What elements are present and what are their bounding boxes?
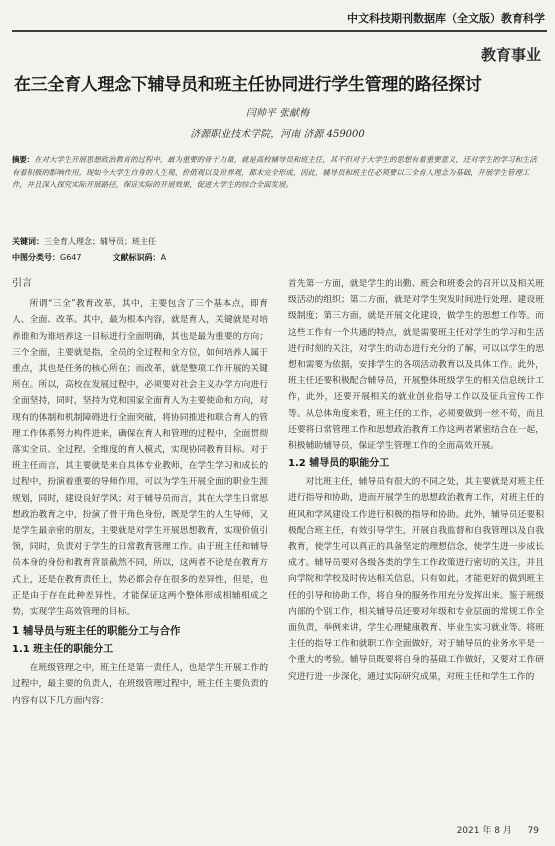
clc-value: G647 <box>60 253 82 262</box>
keywords-line <box>12 236 156 247</box>
intro-paragraph: 所谓“三全”教育改革，其中，主要包含了三个基本点，即育人、全面、改革。其中，最为根本内容，就是育人，关键就是对培养谁和为谁培养这一目标进行全面明确，其也是最为重要的方向；三个全面，主要就是指，全员的全过程和全方位，如何培养人属于重点，其也是任务的核心所在；而改革，就是整项工作开展的关键所在。所以，高校在发展过程中，必须要对社会主义办学方向进行全面坚持，同时，坚持为党和国家全面育人为主要使命和方向，对现有的体制和机制障碍进行全面突破，将协同推进和联合育人的管理工作体系努力构件进来，确保在育人和管理的过程中，全面贯彻落实全员、全过程、全维度的育人模式，实现协同教育目标。对于班主任而言，其主要就是来自具体专业教师，在学生学习和成长的过程中，扮演着重要的导师作用，可以为学生开展全面的职业生涯规划，同时，建设良好学风；对于辅导员而言，其在大学生日常思想政治教育之中，扮演了骨干角色身份，既是学生的人生导师，又是学生最亲密的朋友，主要就是对学生开展思想教育，实现价值引领，同时，负责对于学生的日常教育管理工作。由于班主任和辅导员本身的身份和教育背景截然不同，所以，这两者不论是在教育方式上，还是在教育责任上，势必都会存在很多的差异性，但是，也正是由于存在此种差异性，才能保证这两个整体形成相辅相成之势，实现学生高效管理的目标。 <box>12 299 268 618</box>
abstract-text: 在对大学生开展思想政治教育的过程中，最为重要的骨干力量，就是高校辅导员和班主任，其不但对于大学生的思想有着重要意义，还对学生的学习和生活有着积极的影响作用。现如今大学生自身的人生观、价值观以及世界观，都未完全形成，因此，辅导员和班主任必须要以三全育人理念为基础，开展学生管理工作，并且深入探究实际开展路径，保证实际的开展效果，促进大学生的综合全面发展。 <box>12 155 537 190</box>
keywords-text: 三全育人理念；辅导员；班主任 <box>44 237 156 246</box>
right-column <box>288 276 544 685</box>
section-tag: 教育事业 <box>480 46 541 64</box>
subsection-1-2-heading: 1.2 辅导员的职能分工 <box>288 458 390 470</box>
clc-label: 中图分类号： <box>12 253 60 262</box>
subsection-1-1-heading: 1.1 班主任的职能分工 <box>12 644 114 656</box>
doc-code-value: A <box>160 253 167 262</box>
subsection-1-1-paragraph: 在班级管理之中，班主任是第一责任人，也是学生开展工作的过程中，最主要的负责人，在班级管理过程中，班主任主要负责的内容有以下几方面内容： <box>12 663 268 706</box>
page-footer <box>457 823 539 836</box>
abstract-label: 摘要： <box>12 155 35 164</box>
left-column <box>12 276 268 709</box>
page-number: 79 <box>527 826 539 836</box>
article-title: 在三全育人理念下辅导员和班主任协同进行学生管理的路径探讨 <box>14 75 482 95</box>
right-paragraph-2: 对比班主任，辅导员有很大的不同之处，其主要就是对班主任进行指导和协助，进而开展学生的思想政治教育工作，对班主任的班风和学风建设工作进行积极的指导和协助。此外，辅导员还要积极配合班主任，有效引导学生，开展自我监督和自我管理以及自我教育，使学生可以真正的具备坚定的理想信念，使学生进一步成长成才。辅导员要对各级各类的学生工作政策进行密切的关注，并且向学院和学校及时传达相关信息，只有如此，才能更好的做到班主任的引导和协助工作，将自身的服务作用充分发挥出来。鉴于班级内部的个别工作，相关辅导员还要对年级和专业层面的常规工作全面负责，举例来讲，学生心理健康教育、毕业生实习就业等。将班主任的指导工作和就职工作全面做好，对于辅导员的业务水平是一个重大的考验。辅导员既要将自身的基础工作做好，又要对工作研究进行进一步深化，通过实际研究成果，对班主任和学生工作的 <box>288 477 544 682</box>
header-divider <box>12 30 547 32</box>
intro-heading: 引言 <box>12 278 32 289</box>
keywords-label: 关键词： <box>12 237 44 246</box>
abstract <box>12 154 542 192</box>
article-affiliation: 济源职业技术学院，河南 济源 459000 <box>190 129 365 140</box>
right-paragraph-1: 首先第一方面，就是学生的出勤、班会和班委会的召开以及相关班级活动的组织；第二方面，就是对学生突发时间进行处理、建设班级制度；第三方面，就是开展文化建设，做学生的思想工作等。而这些工作有一个共通的特点，就是需要班主任对学生的学习和生活进行时刻的关注，对学生的动态进行充分的了解，可以以学生的思想和需要为依据，安排学生的各项活动教育以及具体工作。此外，班主任还要积极配合辅导员，开展整体班级学生的相关信息统计工作，此外，还要开展相关的就业创业指导工作以及征兵宣传工作等。从总体角度来看，班主任的工作，必须要做到一丝不苟，而且还要将日常管理工作和思想政治教育工作这两者紧密结合在一起，积极辅助辅导员，保证学生管理工作的全面高效开展。 <box>288 279 544 452</box>
issue-date: 2021 年 8 月 <box>456 826 512 836</box>
section-1-heading: 1 辅导员与班主任的职能分工与合作 <box>12 625 181 638</box>
journal-header: 中文科技期刊数据库（全文版）教育科学 <box>347 12 545 25</box>
classification-line <box>12 252 166 263</box>
article-authors: 闫帅平 张献梅 <box>245 108 310 119</box>
doc-code-label: 文献标识码： <box>112 253 161 262</box>
